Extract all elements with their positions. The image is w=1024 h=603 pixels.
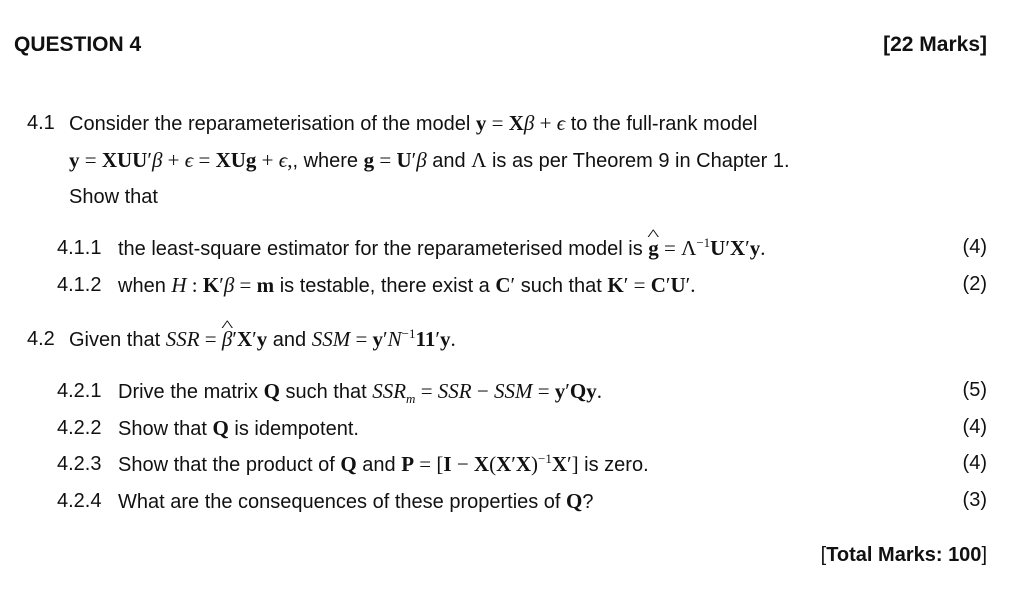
total-marks: [Total Marks: 100] xyxy=(820,544,987,566)
q421-text: Drive the matrix Q such that $SSR_m$ = SSR − SSM = y′Qy. xyxy=(118,379,602,407)
q412-text: when H : K′β = m is testable, there exist a C′ such that K′ = C′U′. xyxy=(118,273,696,297)
q423-number: 4.2.3 xyxy=(57,453,102,475)
q422-text: Show that Q is idempotent. xyxy=(118,416,359,440)
q424-marks: (3) xyxy=(962,489,987,511)
q41-line1: Consider the reparameterisation of the model y = Xβ + ϵ to the full-rank model xyxy=(69,111,758,135)
q422-marks: (4) xyxy=(962,416,987,438)
q421-marks: (5) xyxy=(962,379,987,401)
q42-text: Given that SSR = ^ β′X′y and SSM = $y'N^{-1}11'y$. xyxy=(69,327,456,352)
q423-marks: (4) xyxy=(962,452,987,474)
q423-text: Show that the product of Q and $P = [I - X(X'X)^{-1}X']$ is zero. xyxy=(118,451,649,476)
q424-text: What are the consequences of these properties of Q? xyxy=(118,489,594,513)
q424-number: 4.2.4 xyxy=(57,490,102,512)
q41-line3: Show that xyxy=(69,186,158,208)
q411-marks: (4) xyxy=(962,236,987,258)
q412-marks: (2) xyxy=(962,273,987,295)
q42-number: 4.2 xyxy=(27,328,55,350)
q421-number: 4.2.1 xyxy=(57,380,102,402)
q41-number: 4.1 xyxy=(27,112,55,134)
q411-text: the least-square estimator for the reparameterised model is ^ $g = \Lambda^{-1}U'X'y$. xyxy=(118,236,765,261)
q411-number: 4.1.1 xyxy=(57,237,102,259)
question-marks: [22 Marks] xyxy=(883,33,987,56)
q41-line2: y = XUU′β + ϵ = XUg + ϵ,, where g = U′β and Λ is as per Theorem 9 in Chapter 1. xyxy=(69,148,790,172)
q422-number: 4.2.2 xyxy=(57,417,102,439)
q412-number: 4.1.2 xyxy=(57,274,102,296)
question-title: QUESTION 4 xyxy=(14,33,142,56)
